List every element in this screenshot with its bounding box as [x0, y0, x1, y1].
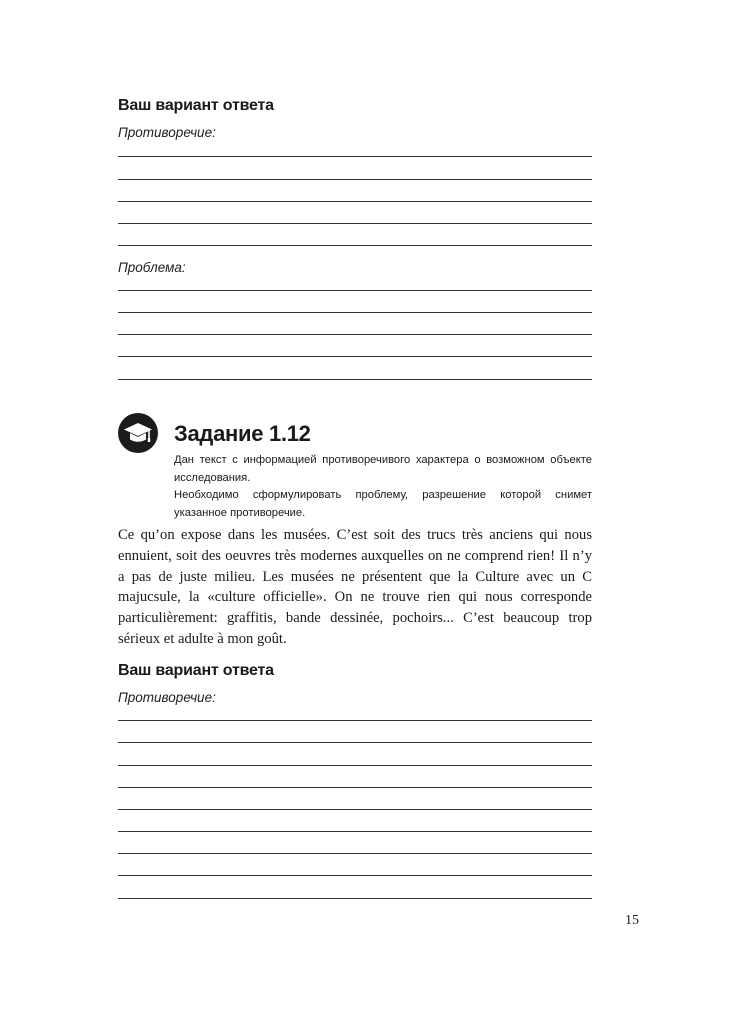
answer-heading-2: Ваш вариант ответа — [118, 662, 274, 679]
page-number: 15 — [625, 913, 639, 928]
answer-line[interactable] — [118, 290, 592, 291]
answer-heading: Ваш вариант ответа — [118, 97, 274, 114]
task-description — [174, 452, 592, 522]
answer-line[interactable] — [118, 312, 592, 313]
answer-line[interactable] — [118, 742, 592, 743]
answer-line[interactable] — [118, 179, 592, 180]
task-description-line-2: Необходимо сформулировать проблему, разрешение которой снимет указанное противоречие. — [174, 489, 592, 519]
answer-line[interactable] — [118, 831, 592, 832]
answer-line[interactable] — [118, 356, 592, 357]
task-description-line-1: Дан текст с информацией противоречивого характера о возможном объекте исследования. — [174, 454, 592, 484]
answer-line[interactable] — [118, 809, 592, 810]
answer-line[interactable] — [118, 223, 592, 224]
contradiction-label: Противоречие: — [118, 125, 216, 140]
answer-line[interactable] — [118, 875, 592, 876]
task-text-paragraph: Ce qu’on expose dans les musées. C’est soit des trucs très anciens qui nous ennuient, soit des oeuvres très modernes auxquelles on ne comprend rien! Il n’y a pas de juste milieu. Les musées ne présentent que la Culture avec un C majucsule, la «culture officielle». On ne trouve rien qui nous corresponde particulièrement: graffitis, bande dessinée, pochoirs... C’est beaucoup trop sérieux et adulte à mon goût. — [118, 527, 592, 647]
graduation-cap-icon — [118, 413, 158, 453]
task-text — [118, 525, 592, 650]
answer-line[interactable] — [118, 156, 592, 157]
answer-line[interactable] — [118, 765, 592, 766]
answer-line[interactable] — [118, 379, 592, 380]
problem-label: Проблема: — [118, 260, 186, 275]
contradiction-label-2: Противоречие: — [118, 690, 216, 705]
answer-line[interactable] — [118, 720, 592, 721]
answer-line[interactable] — [118, 245, 592, 246]
answer-line[interactable] — [118, 334, 592, 335]
answer-line[interactable] — [118, 201, 592, 202]
answer-line[interactable] — [118, 898, 592, 899]
answer-line[interactable] — [118, 787, 592, 788]
answer-line[interactable] — [118, 853, 592, 854]
task-title: Задание 1.12 — [174, 421, 311, 446]
